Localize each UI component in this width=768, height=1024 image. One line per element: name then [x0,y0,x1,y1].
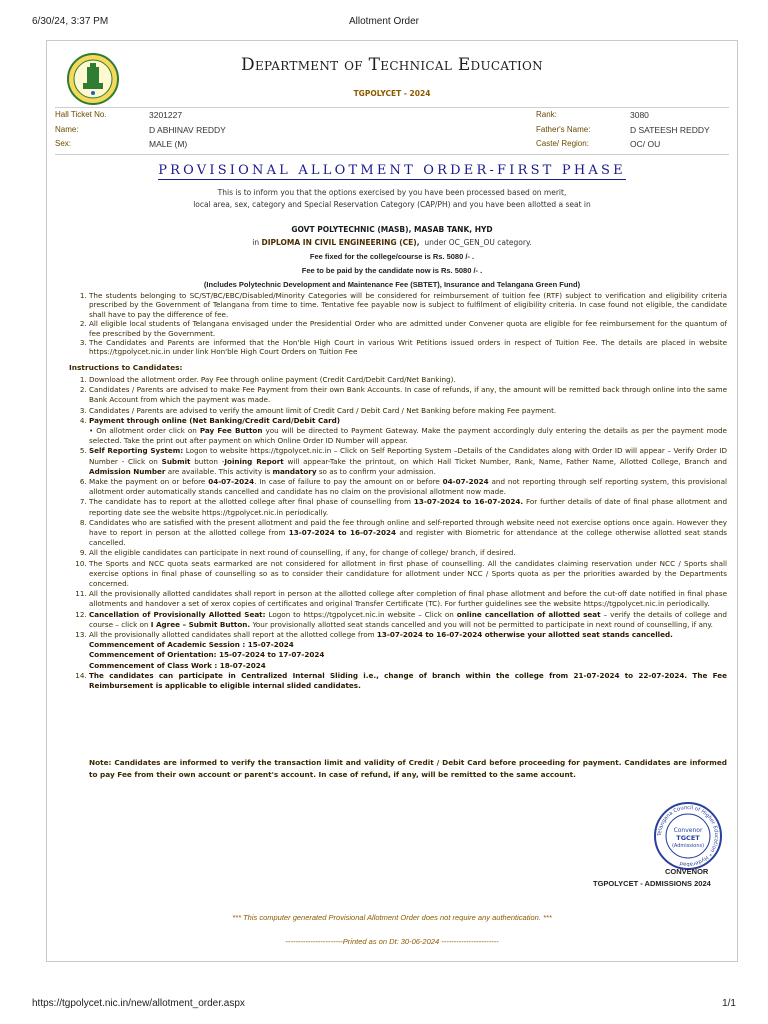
instruction-text: – verify the details of college and course – click on [89,609,727,629]
intro-line-1: This is to inform you that the options exercised by you have been processed based on merit, [217,188,567,197]
name-value: D ABHINAV REDDY [149,125,226,135]
pay-fee-button-ref: Pay Fee Button [199,426,263,436]
allotted-branch [47,238,737,247]
instruction-text: so as to confirm your admission. [318,466,436,476]
instruction-emphasis: Joining Report [224,456,284,466]
sliding-info: The candidates can participate in Centralized Internal Sliding i.e., change of branch within the college from 21-07-2024 to 22-07-2024. The Fee Reimbursement is applicable to eligible internal slided candidates. [89,670,727,691]
instruction-text: and not reporting through self reporting system, this provisional allotment order automatically stands cancelled and candidate has no claim on the provisional allotment now made. [89,477,727,497]
instruction-item [89,416,727,447]
instruction-text: For further details of date of final phase allotment and reporting date see the website https://tgpolycet.nic.in periodically. [89,497,728,517]
instruction-text: will appear-Take the printout, on which Hall Ticket Number, Rank, Name, Father Name, Allotted College, Branch and [287,456,727,466]
hall-ticket-label: Hall Ticket No. [55,110,107,119]
info-row-sex [55,139,729,153]
branch-name: DIPLOMA IN CIVIL ENGINEERING (CE), [261,238,420,247]
rank-value: 3080 [630,110,649,120]
department-title: Department of Technical Education [241,55,543,75]
instruction-text: button - [194,456,225,466]
instruction-item [89,630,727,671]
info-row-hallticket [55,110,729,124]
exam-title: TGPOLYCET - 2024 [353,89,431,98]
instruction-heading: Payment through online (Net Banking/Credit Card/Debit Card) [89,415,341,425]
instruction-text: Candidates who are satisfied with the present allotment and paid the fee through online and self-reported through website need not exercise options once again. However they have to report in person at the allotted college from [89,517,727,538]
instruction-item [89,610,727,630]
instruction-text: • On allotment order click on [89,426,197,436]
seal-line-2: TGCET [676,834,700,842]
instructions-title: Instructions to Candidates: [69,363,183,372]
sex-label: Sex: [55,139,72,148]
allotment-order-document [46,40,738,962]
instruction-item: 9. All the eligible candidates can participate in next round of counselling, if any, for change of college/ branch, if desired. [89,548,727,558]
reporting-dates: 13-07-2024 to 16-07-2024. [413,497,524,507]
instruction-heading: Self Reporting System: [89,446,184,456]
reporting-dates: 13-07-2024 to 16-07-2024 [288,528,397,538]
allotted-college: GOVT POLYTECHNIC (MASB), MASAB TANK, HYD [291,225,493,234]
info-row-name [55,125,729,139]
sex-value: MALE (M) [149,139,188,149]
allotment-title [47,163,737,178]
seal-ring-text: Telangana Council of Higher Education * Hyderabad [656,804,720,868]
print-footer [32,998,736,1012]
instruction-item [89,446,727,477]
instruction-emphasis: online cancellation of allotted seat [456,609,601,619]
instruction-emphasis: mandatory [272,466,317,476]
instructions-list [69,375,727,691]
instruction-emphasis: Admission Number [89,466,166,476]
print-datetime: 6/30/24, 3:37 PM [32,16,109,27]
intro-line-2: local area, sex, category and Special Reservation Category (CAP/PH) and you have been allotted a seat in [193,200,591,209]
instruction-text: and register with Biometric for attendance at the college otherwise allotted seat stands cancelled. [89,528,728,548]
print-header [32,16,736,30]
fee-includes: (Includes Polytechnic Development and Maintenance Fee (SBTET), Insurance and Telangana Green Fund) [203,280,581,289]
instruction-item: 1. Download the allotment order. Pay Fee through online payment (Credit Card/Debit Card/Net Banking). [89,375,727,385]
instruction-text: Logon to https://tgpolycet.nic.in website – Click on [268,609,454,619]
admissions-office: TGPOLYCET - ADMISSIONS 2024 [593,879,711,888]
instruction-item [89,671,727,691]
printed-date: -----------------------Printed as on Dt: 30-06-2024 ----------------------- [285,937,499,946]
instruction-text: Your provisionally allotted seat stands cancelled and you will not be permitted to participate in next round of counselling, if any. [252,619,713,629]
classwork-date: Commencement of Class Work : 18-07-2024 [89,660,266,670]
fee-notes [69,291,727,357]
allotment-title-text: PROVISIONAL ALLOTMENT ORDER-FIRST PHASE [158,163,626,178]
seal-line-3: (Admissions) [671,843,705,849]
instruction-text: you will be directed to Payment Gateway. Make the payment accordingly duly entering the details as per the payment mode selected. Take the print out after payment on which Online Order ID Number will appear. [89,426,727,446]
instruction-item [89,518,727,549]
instruction-item: 11. All the provisionally allotted candidates shall report in person at the allotted college after completion of final phase allotment and before the cut-off date notified in final phase allotments and handover a set of xerox copies of certificates and original Transfer Certificate (TC). For further guidelines see the website https://tgpolycet.nic.in periodically. [89,589,727,609]
rank-label: Rank: [536,110,557,119]
caste-label: Caste/ Region: [536,139,589,148]
page-number: 1/1 [722,998,736,1009]
reporting-dates: 13-07-2024 to 16-07-2024 otherwise your allotted seat stands cancelled. [376,630,673,640]
instruction-item [89,477,727,497]
payment-note: Note: Candidates are informed to verify the transaction limit and validity of Credit / Debit Card before proceeding for payment. Candidates are informed to pay Fee from their own account or parent's account. In case of refund, if any, will be remitted to the same account. [89,758,727,779]
instruction-item: 2. Candidates / Parents are advised to make Fee Payment from their own Bank Accounts. In case of refunds, if any, the amount will be remitted back through online into the same Bank Account from which the payment was made. [89,385,727,405]
note-item: 1. The students belonging to SC/ST/BC/EBC/Disabled/Minority Categories will be considered for reimbursement of tuition fee (RTF) subject to verification and eligibility criteria prescribed by the Government of Telangana from time to time. Tentative fee payable now is subject to fulfilment of eligibility criteria. In case found not eligible, the candidate shall have to pay the difference of fee. [89,291,727,319]
fee-fixed: Fee fixed for the college/course is Rs. 5080 /- . [309,252,475,261]
instruction-emphasis: Submit [161,456,191,466]
branch-category: under OC_GEN_OU category. [424,238,532,247]
instruction-item: 10. The Sports and NCC quota seats earmarked are not considered for allotment in first phase of counselling. All the candidates claiming reservation under NCC / Sports shall exercise options in final phase of counselling so as to consider their candidature for allotment under NCC / Sports quota as per the priorities awarded by the Departments concerned. [89,559,727,590]
instruction-emphasis: I Agree – Submit Button. [150,619,251,629]
hall-ticket-value: 3201227 [149,110,183,120]
caste-value: OC/ OU [630,139,661,149]
instruction-text: . In case of failure to pay the amount on or before [254,477,440,487]
branch-prefix: in [252,238,260,247]
instruction-text: All the provisionally allotted candidates shall report at the allotted college from [89,630,375,640]
payment-deadline: 04-07-2024 [442,477,489,487]
seal-line-1: Convenor [673,827,703,834]
fee-to-pay: Fee to be paid by the candidate now is Rs. 5080 /- . [301,266,483,275]
page-url: https://tgpolycet.nic.in/new/allotment_order.aspx [32,998,245,1009]
candidate-info [55,107,729,155]
instruction-item: 3. Candidates / Parents are advised to verify the amount limit of Credit Card / Debit Card / Net Banking before making Fee payment. [89,406,727,416]
instruction-text: Make the payment on or before [89,477,206,487]
payment-deadline: 04-07-2024 [208,477,255,487]
father-value: D SATEESH REDDY [630,125,710,135]
orientation-date: Commencement of Orientation: 15-07-2024 to 17-07-2024 [89,650,325,660]
convenor-title: CONVENOR [665,867,709,876]
intro-text [47,187,737,211]
academic-session-date: Commencement of Academic Session : 15-07-2024 [89,640,294,650]
instruction-text: are available. This activity is [167,466,271,476]
instruction-text: Logon to website https://tgpolycet.nic.in – Click on Self Reporting System –Details of the Candidates along with Order ID will appear – Verify Order ID Number - Click on [89,446,727,466]
authentication-disclaimer: *** This computer generated Provisional Allotment Order does not require any authentication. *** [232,913,552,922]
instruction-item [89,497,727,517]
name-label: Name: [55,125,79,134]
note-item: 3. The Candidates and Parents are informed that the Hon'ble High Court in various Writ Petitions issued orders in respect of Tuition Fee. The details are placed in website https://tgpolycet.nic.in under link Hon'ble High Court Orders on Tuition Fee [89,338,727,357]
print-title: Allotment Order [348,16,420,27]
instruction-heading: Cancellation of Provisionally Allotted Seat: [89,609,266,619]
father-label: Father's Name: [536,125,591,134]
note-item: 2. All eligible local students of Telangana envisaged under the Presidential Order who are admitted under Convener quota are eligible for fee reimbursement for the quantum of fee prescribed by the Government. [89,319,727,338]
convenor-seal-icon [653,801,723,871]
instruction-text: The candidate has to report at the allotted college after final phase of counselling from [89,497,411,507]
